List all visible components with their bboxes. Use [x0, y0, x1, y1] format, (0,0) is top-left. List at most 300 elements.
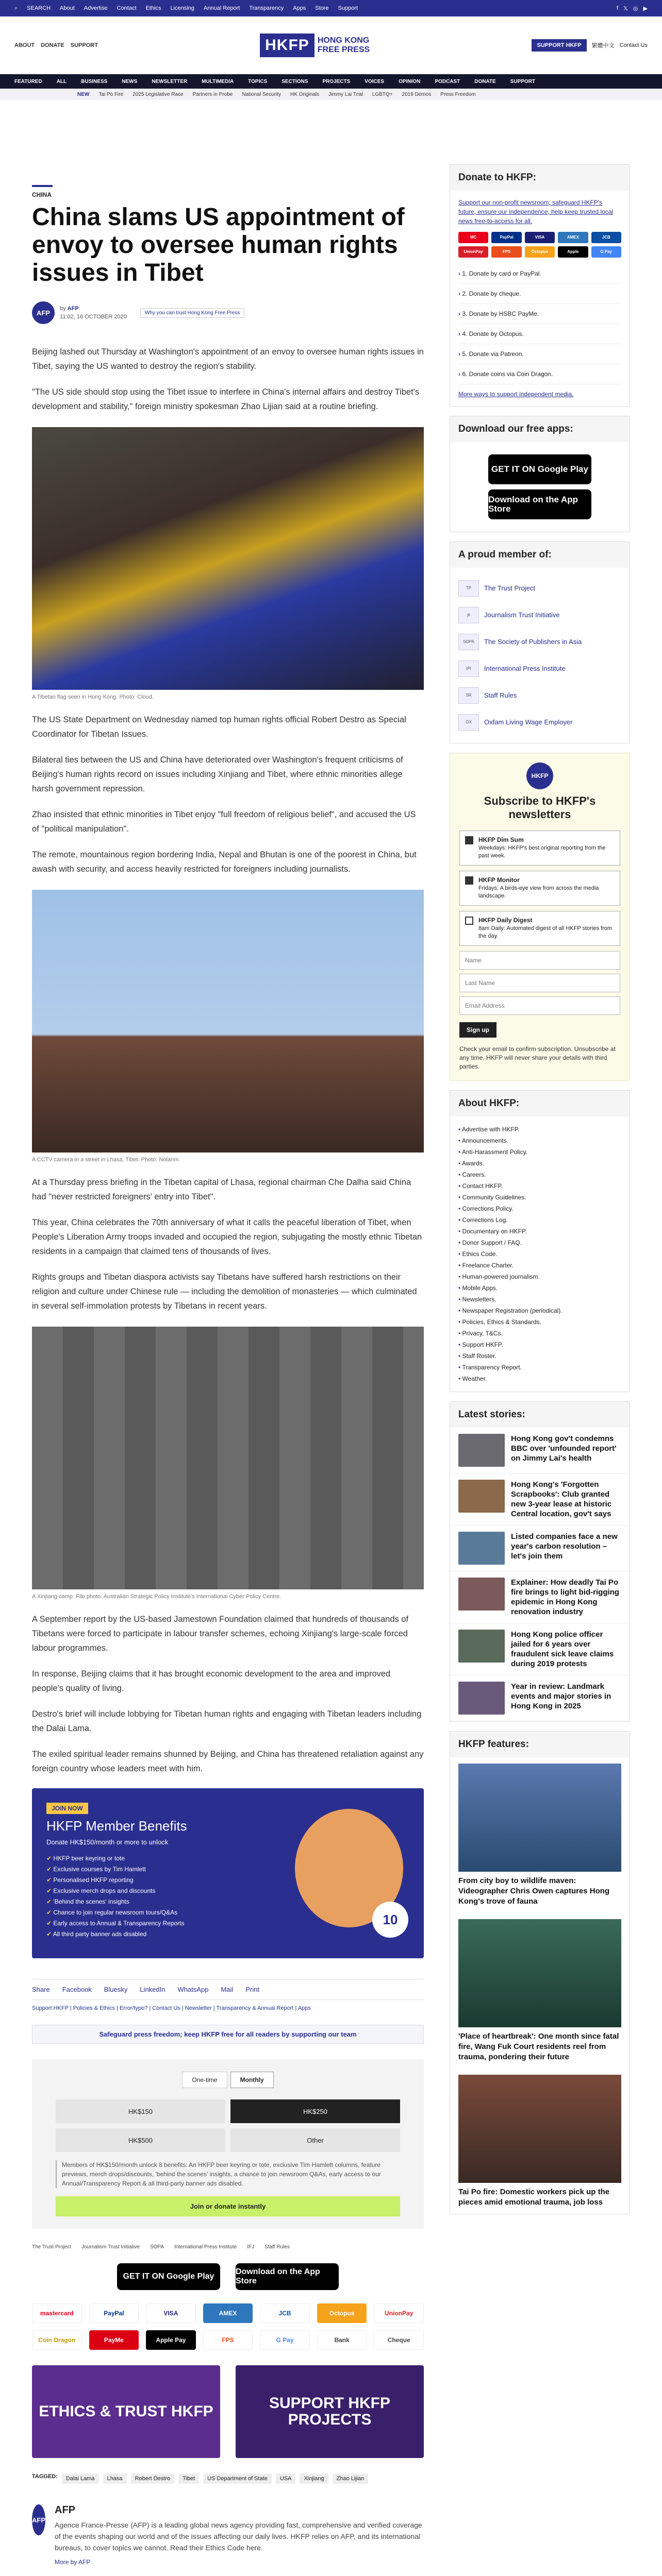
article-title: China slams US appointment of envoy to oversee human rights issues in Tibet — [32, 204, 405, 286]
by-prefix: by — [60, 306, 66, 312]
share-bar — [32, 1979, 424, 2000]
member-org[interactable] — [458, 682, 621, 709]
author-box-name[interactable]: AFP — [55, 2504, 75, 2516]
member-org[interactable] — [458, 709, 621, 736]
payment-logo[interactable]: Coin Dragon — [32, 2330, 82, 2350]
top-link-annual-report[interactable]: Annual Report — [204, 5, 240, 11]
press-freedom-banner[interactable]: Safeguard press freedom; keep HKFP free for all readers by supporting our team — [32, 2025, 424, 2044]
member-org-name: The Trust Project — [484, 584, 535, 592]
author-box-text — [55, 2504, 424, 2568]
about-link[interactable]: • Newsletters. — [458, 1294, 621, 1305]
amount-500[interactable]: HK$500 — [56, 2128, 225, 2152]
story-item[interactable] — [450, 1571, 630, 1623]
trust-link[interactable]: Why you can trust Hong Kong Free Press — [140, 308, 245, 318]
donate-amounts — [56, 2099, 400, 2152]
member-org-name: Staff Rules — [484, 691, 517, 699]
member-org[interactable] — [458, 629, 621, 655]
amount-150[interactable]: HK$150 — [56, 2099, 225, 2123]
newsletter-option[interactable] — [459, 831, 620, 866]
about-link[interactable]: • Announcements. — [458, 1135, 621, 1146]
apps-widget-title: Download our free apps: — [450, 416, 630, 442]
donate-option[interactable]: › 5. Donate via Patreon. — [458, 344, 621, 364]
tag[interactable]: Xinjiang — [300, 2473, 328, 2484]
card-logo: VISA — [525, 232, 555, 243]
benefit-list — [46, 1853, 187, 1940]
top-link-ethics[interactable]: Ethics — [145, 5, 161, 11]
header-link-donate[interactable]: DONATE — [41, 42, 64, 48]
figure-caption: A CCTV camera in a street in Lhasa, Tibet. Photo: Nolanm. — [32, 1157, 180, 1163]
logo-wordmark — [318, 36, 370, 55]
byline-meta — [60, 304, 127, 321]
payment-logo[interactable]: Apple Pay — [146, 2330, 196, 2350]
support-links-row[interactable]: Support HKFP | Policies & Ethics | Error/typo? | Contact Us | Newsletter | Transparency & Annual Report | Apps — [32, 2005, 311, 2011]
header-left-links — [14, 42, 98, 48]
trending-link[interactable]: Tai Po Fire — [98, 91, 124, 97]
payment-logo[interactable]: Octopus — [317, 2303, 367, 2323]
latest-stories-widget — [450, 1401, 630, 1722]
share-mail[interactable]: Mail — [221, 1986, 234, 1993]
nav-newsletter[interactable]: NEWSLETTER — [152, 78, 188, 84]
promo-subtitle: Donate HK$150/month or more to unlock — [46, 1838, 169, 1846]
benefit-item: ✔ Exclusive merch drops and discounts — [46, 1886, 187, 1896]
tag[interactable]: Dalai Lama — [62, 2473, 99, 2484]
member-org-name: International Press Institute — [484, 665, 566, 672]
story-item[interactable] — [450, 1623, 630, 1675]
article-figure — [32, 890, 424, 1163]
card-logo: Apple — [558, 246, 588, 258]
youtube-icon[interactable]: ▶ — [643, 5, 648, 12]
tab-monthly[interactable]: Monthly — [230, 2072, 274, 2088]
donate-option[interactable]: › 4. Donate by Octopus. — [458, 324, 621, 344]
donate-option[interactable]: › 2. Donate by cheque. — [458, 284, 621, 304]
xinjiang-camp-photo — [32, 1327, 424, 1589]
benefit-item: ✔ HKFP beer keyring or tote — [46, 1853, 187, 1864]
top-link-store[interactable]: Store — [315, 5, 329, 11]
more-ways-link[interactable]: More ways to support independent media. — [458, 391, 574, 398]
checkbox-unchecked[interactable] — [465, 917, 473, 925]
share-facebook[interactable]: Facebook — [62, 1986, 92, 1993]
article-paragraph: This year, China celebrates the 70th anniversary of what it calls the peaceful liberation of Tibet, when People's Liberation Army troops invaded and occupied the region, subjugating the mostly ethnic Tibetan residents in a campaign that claimed tens of thousands of lives. — [32, 1218, 422, 1256]
social-icons — [617, 5, 648, 12]
app-store-buttons — [32, 2263, 424, 2290]
sidebar-app-store-button[interactable]: Download on the App Store — [488, 489, 591, 519]
newsletter-title: Subscribe to HKFP's newsletters — [484, 794, 596, 821]
donate-option[interactable]: › 6. Donate coins via Coin Dragon. — [458, 364, 621, 384]
member-benefits-promo[interactable] — [32, 1788, 424, 1958]
newsletter-option-text — [478, 836, 615, 860]
trending-link[interactable]: LGBTQ+ — [372, 91, 393, 97]
member-org[interactable] — [458, 602, 621, 629]
nav-podcast[interactable]: PODCAST — [435, 78, 460, 84]
ipi-logo: IPI — [458, 660, 479, 677]
newsletter-option-text — [478, 917, 615, 940]
card-logo: JCB — [591, 232, 621, 243]
latest-stories-title: Latest stories: — [450, 1402, 630, 1428]
author-box — [32, 2504, 424, 2568]
payment-logo[interactable]: UnionPay — [374, 2303, 424, 2323]
author-name[interactable]: AFP — [67, 306, 79, 312]
article-paragraph: At a Thursday press briefing in the Tibetan capital of Lhasa, regional chairman Che Dalha said China had "never restricted foreigners' entry into Tibet". — [32, 1178, 411, 1201]
donate-note: Members of HK$150/month unlock 8 benefits: An HKFP beer keyring or tote, exclusive Tim Hamlett columns, feature previews, merch drops/discounts, 'behind the scenes' insights, a chance to join newsroom Q&As, early access to our Annual/Transparency Report & all third-party banner ads disabled. — [56, 2160, 400, 2188]
top-link-licensing[interactable]: Licensing — [170, 5, 194, 11]
story-headline[interactable]: Hong Kong gov't condemns BBC over 'unfounded report' on Jimmy Lai's health — [511, 1434, 617, 1463]
feature-image — [458, 1919, 621, 2027]
top-link-support[interactable]: Support — [338, 5, 358, 11]
about-link[interactable]: • Mobile Apps. — [458, 1282, 621, 1294]
newsletter-option-desc: Weekdays: HKFP's best original reporting from the past week. — [478, 845, 606, 859]
nav-support[interactable]: SUPPORT — [510, 78, 536, 84]
partner-logo[interactable]: The Trust Project — [32, 2244, 72, 2250]
trending-bar — [0, 89, 662, 100]
story-item[interactable] — [450, 1526, 630, 1571]
story-thumbnail — [458, 1578, 505, 1611]
nav-business[interactable]: BUSINESS — [81, 78, 108, 84]
lhasa-street-photo — [32, 890, 424, 1153]
tag[interactable]: Tibet — [178, 2473, 199, 2484]
about-link[interactable]: • Corrections Log. — [458, 1214, 621, 1226]
author-box-avatar[interactable]: AFP — [32, 2504, 45, 2535]
site-logo[interactable] — [260, 33, 370, 57]
card-logo: PayPal — [491, 232, 521, 243]
article-main — [32, 100, 424, 2576]
trust-project-logo: TP — [458, 580, 479, 597]
story-thumbnail — [458, 1682, 505, 1715]
figure-caption: A Tibetan flag seen in Hong Kong. Photo: Cloud. — [32, 694, 154, 700]
sopa-logo: SOPA — [458, 634, 479, 650]
article-paragraph: "The US side should stop using the Tibet issue to interfere in China's internal affairs and destroy Tibet's development and stability," foreign ministry spokesman Zhao Lijian said at a routine briefing. — [32, 387, 420, 411]
nav-topics[interactable]: TOPICS — [248, 78, 268, 84]
payment-logo[interactable]: Cheque — [374, 2330, 424, 2350]
feature-headline[interactable]: 'Place of heartbreak': One month since fatal fire, Wang Fuk Court residents reel from trauma, pondering their future — [458, 2032, 619, 2061]
about-link[interactable]: • Community Guidelines. — [458, 1192, 621, 1203]
about-list — [450, 1116, 630, 1392]
ethics-banner[interactable]: ETHICS & TRUST HKFP — [32, 2365, 220, 2458]
member-org-name: Oxfam Living Wage Employer — [484, 718, 573, 726]
sidebar-google-play-button[interactable]: GET IT ON Google Play — [488, 454, 591, 484]
about-link[interactable]: • Newspaper Registration (periodical). — [458, 1305, 621, 1316]
newsletter-option-desc: Fridays: A birds-eye view from across the media landscape. — [478, 885, 599, 899]
author-avatar[interactable]: AFP — [32, 301, 55, 324]
newsletter-option-desc: 8am Daily: Automated digest of all HKFP stories from the day. — [478, 925, 613, 939]
share-linkedin[interactable]: LinkedIn — [140, 1986, 166, 1993]
nav-all[interactable]: ALL — [56, 78, 67, 84]
about-link[interactable]: • Weather. — [458, 1373, 621, 1384]
card-logo: MC — [458, 232, 488, 243]
newsletter-option-name: HKFP Monitor — [478, 876, 520, 884]
checkbox-checked[interactable] — [465, 836, 473, 844]
new-label: NEW — [77, 91, 90, 97]
header-right — [532, 39, 648, 52]
about-link[interactable]: • Ethics Code. — [458, 1248, 621, 1260]
nav-news[interactable]: NEWS — [122, 78, 138, 84]
promo-content — [46, 1803, 187, 1944]
feature-image — [458, 2075, 621, 2183]
about-link[interactable]: • Donor Support / FAQ. — [458, 1237, 621, 1248]
about-link[interactable]: • Careers. — [458, 1169, 621, 1180]
benefit-item: ✔ 'Behind the scenes' insights — [46, 1896, 187, 1907]
article-paragraph: Rights groups and Tibetan diaspora activists say Tibetans have suffered harsh restrictions on their religion and culture under Chinese rule — including the demolition of monasteries — which culminated in several self-immolation protests by Tibetans in recent years. — [32, 1273, 417, 1311]
about-link[interactable]: • Awards. — [458, 1158, 621, 1169]
page-body — [0, 100, 662, 2576]
card-logo: Octopus — [525, 246, 555, 258]
header-link-about[interactable]: ABOUT — [14, 42, 35, 48]
story-thumbnail — [458, 1630, 505, 1663]
article-paragraph: The exiled spiritual leader remains shunned by Beijing, and China has threatened retaliation against any foreign country whose leaders meet with him. — [32, 1750, 424, 1773]
donate-frequency-tabs — [56, 2072, 400, 2088]
about-link[interactable]: • Transparency Report. — [458, 1362, 621, 1373]
join-donate-button[interactable]: Join or donate instantly — [56, 2196, 400, 2216]
nav-sections[interactable]: SECTIONS — [282, 78, 308, 84]
checkbox-checked[interactable] — [465, 876, 473, 885]
payment-logo[interactable]: PayPal — [89, 2303, 139, 2323]
share-print[interactable]: Print — [245, 1986, 260, 1993]
benefit-item: ✔ Early access to Annual & Transparency Reports — [46, 1918, 187, 1929]
story-headline[interactable]: Listed companies face a new year's carbon resolution – let's join them — [511, 1532, 618, 1561]
logo-mark: HKFP — [260, 33, 315, 57]
donate-option[interactable]: › 3. Donate by HSBC PayMe. — [458, 304, 621, 324]
contact-link[interactable]: Contact Us — [619, 42, 648, 48]
about-link[interactable]: • Contact HKFP. — [458, 1180, 621, 1192]
donate-widget-text[interactable]: Support our non-profit newsroom; safeguard HKFP's future, ensure our independence, help keep trusted local news free-to-access for all. — [458, 199, 614, 225]
features-title: HKFP features: — [450, 1732, 630, 1757]
about-link[interactable]: • Privacy, T&Cs. — [458, 1328, 621, 1339]
feature-item[interactable] — [450, 1913, 630, 2069]
author-bio: Agence France-Presse (AFP) is a leading global news agency providing fast, comprehensive and verified coverage of the events shaping our world and of the issues affecting our daily lives. HKFP relies on AFP, and its international bureaus, to cover topics we cannot. Read their Ethics Code here. — [55, 2521, 422, 2552]
about-link[interactable]: • Support HKFP. — [458, 1339, 621, 1350]
tag[interactable]: Zhao Lijian — [333, 2473, 369, 2484]
nav-voices[interactable]: VOICES — [365, 78, 385, 84]
story-headline[interactable]: Hong Kong's 'Forgotten Scrapbooks': Club granted new 3-year lease at historic Central location, gov't says — [511, 1480, 612, 1518]
tag[interactable]: Lhasa — [103, 2473, 127, 2484]
donate-widget-title: Donate to HKFP: — [450, 165, 630, 191]
tibetan-flag-photo — [32, 427, 424, 690]
category-rule — [32, 185, 53, 187]
about-link[interactable]: • Policies, Ethics & Standards. — [458, 1316, 621, 1328]
jti-logo: jti — [458, 607, 479, 623]
benefit-item: ✔ All third party banner ads disabled — [46, 1929, 187, 1940]
article-paragraph: Destro's brief will include lobbying for Tibetan human rights and engaging with Tibetan leaders including the Dalai Lama. — [32, 1709, 422, 1733]
article-date: 11:02, 16 OCTOBER 2020 — [60, 314, 127, 320]
nav-multimedia[interactable]: MULTIMEDIA — [202, 78, 234, 84]
benefit-item: ✔ Exclusive courses by Tim Hamlett — [46, 1864, 187, 1875]
feature-item[interactable] — [450, 1757, 630, 1913]
partner-logo[interactable]: SOPA — [150, 2244, 164, 2250]
name-input[interactable] — [459, 951, 620, 970]
nav-featured[interactable]: FEATURED — [14, 78, 42, 84]
story-thumbnail — [458, 1532, 505, 1565]
google-play-button[interactable]: GET IT ON Google Play — [117, 2263, 220, 2290]
logo-line-1: HONG KONG — [317, 36, 370, 45]
apps-widget — [450, 416, 630, 532]
sign-up-button[interactable]: Sign up — [459, 1022, 496, 1038]
top-link-about[interactable]: About — [60, 5, 75, 11]
donate-widget — [450, 164, 630, 406]
payment-logo[interactable]: VISA — [146, 2303, 196, 2323]
trending-link[interactable]: 2019 Demos — [402, 91, 432, 97]
story-headline[interactable]: Explainer: How deadly Tai Po fire brings to light bid-rigging epidemic in Hong Kong renovation industry — [511, 1578, 619, 1616]
more-by-author-link[interactable]: More by AFP — [55, 2558, 91, 2566]
about-link[interactable]: • Freelance Charter. — [458, 1260, 621, 1271]
byline — [32, 301, 424, 324]
top-link-advertise[interactable]: Advertise — [84, 5, 108, 11]
trending-link[interactable]: 2025 Legislative Race — [133, 91, 184, 97]
article-paragraph: Zhao insisted that ethnic minorities in Tibet enjoy "full freedom of religious belief", and accused the US of "political manipulation". — [32, 810, 416, 834]
card-logo: G Pay — [591, 246, 621, 258]
about-link[interactable]: • Human-powered journalism. — [458, 1271, 621, 1282]
site-header — [0, 16, 662, 74]
member-org[interactable] — [458, 655, 621, 682]
figure-caption: A Xinjiang camp. File photo: Australian Strategic Policy Institute's International Cyber Policy Centre. — [32, 1594, 282, 1600]
logo-line-2: FREE PRESS — [317, 45, 370, 54]
share-label: Share — [32, 1986, 50, 1993]
members-widget-title: A proud member of: — [450, 542, 630, 568]
staff-rules-logo: SR — [458, 687, 479, 704]
story-thumbnail — [458, 1480, 505, 1513]
support-projects-banner[interactable]: SUPPORT HKFP PROJECTS — [236, 2365, 424, 2458]
about-link[interactable]: • Advertise with HKFP. — [458, 1124, 621, 1135]
benefit-item: ✔ Personalised HKFP reporting — [46, 1875, 187, 1886]
members-widget-body — [450, 568, 630, 743]
payment-logo[interactable]: JCB — [260, 2303, 310, 2323]
partner-logo[interactable]: Staff Rules — [264, 2244, 290, 2250]
oxfam-logo: OX — [458, 714, 479, 731]
x-icon[interactable]: 𝕏 — [623, 5, 628, 12]
email-input[interactable] — [459, 996, 620, 1015]
instagram-icon[interactable]: ◎ — [633, 5, 638, 12]
story-headline[interactable]: Hong Kong police officer jailed for 6 years over fraudulent sick leave claims during 2019 protests — [511, 1630, 614, 1668]
article-category[interactable]: CHINA — [32, 191, 52, 198]
story-item[interactable] — [450, 1428, 630, 1473]
about-link[interactable]: • Documentary on HKFP. — [458, 1226, 621, 1237]
members-widget — [450, 541, 630, 743]
promo-banners — [32, 2365, 424, 2458]
about-link[interactable]: • Staff Roster. — [458, 1350, 621, 1362]
main-nav — [0, 74, 662, 89]
article-figure — [32, 1327, 424, 1600]
trending-link[interactable]: Press Freedom — [440, 91, 476, 97]
partner-logos — [32, 2244, 424, 2250]
article-paragraph: A September report by the US-based Jamestown Foundation claimed that hundreds of thousands of Tibetans were forced to participate in labour transfer schemes, echoing Xinjiang's large-scale forced labour programmes. — [32, 1615, 409, 1653]
newsletter-option[interactable] — [459, 871, 620, 906]
search-icon[interactable]: ⌕ — [14, 5, 18, 11]
nav-projects[interactable]: PROJECTS — [322, 78, 351, 84]
trending-link[interactable]: Partners in Probe — [192, 91, 233, 97]
top-links — [14, 5, 358, 12]
apps-widget-body — [450, 442, 630, 532]
tab-one-time[interactable]: One-time — [182, 2072, 227, 2088]
sidebar — [450, 164, 630, 2576]
story-item[interactable] — [450, 1473, 630, 1526]
article-paragraph: Beijing lashed out Thursday at Washington's appointment of an envoy to oversee human rights issues in Tibet, saying the US wanted to destroy the region's stability. — [32, 347, 424, 371]
header-link-support[interactable]: SUPPORT — [70, 42, 98, 48]
about-widget — [450, 1090, 630, 1392]
trending-link[interactable]: National Security — [242, 91, 281, 97]
feature-headline[interactable]: From city boy to wildlife maven: Videographer Chris Owen captures Hong Kong's trove of fauna — [458, 1876, 610, 1906]
member-org[interactable] — [458, 575, 621, 602]
share-whatsapp[interactable]: WhatsApp — [177, 1986, 209, 1993]
donate-panel — [32, 2059, 424, 2229]
benefit-item: ✔ Chance to join regular newsroom tours/Q&As — [46, 1907, 187, 1918]
payment-logo[interactable]: G Pay — [260, 2330, 310, 2350]
feature-headline[interactable]: Tai Po fire: Domestic workers pick up the pieces amid emotional trauma, job loss — [458, 2188, 610, 2207]
partner-logo[interactable]: International Press Institute — [174, 2244, 237, 2250]
top-link-transparency[interactable]: Transparency — [249, 5, 284, 11]
story-thumbnail — [458, 1434, 505, 1467]
member-org-name: Journalism Trust Initiative — [484, 611, 560, 619]
payment-logo[interactable]: Bank — [317, 2330, 367, 2350]
language-link[interactable]: 繁體中文 — [591, 43, 615, 49]
nav-opinion[interactable]: OPINION — [399, 78, 421, 84]
tag[interactable]: USA — [276, 2473, 296, 2484]
newsletter-option-name: HKFP Dim Sum — [478, 836, 524, 843]
partner-logo[interactable]: Journalism Trust Initiative — [81, 2244, 140, 2250]
features-widget — [450, 1731, 630, 2214]
amount-250[interactable]: HK$250 — [230, 2099, 400, 2123]
promo-title: HKFP Member Benefits — [46, 1818, 187, 1834]
about-link[interactable]: • Anti-Harassment Policy. — [458, 1146, 621, 1158]
nav-donate[interactable]: DONATE — [474, 78, 496, 84]
about-link[interactable]: • Corrections Policy. — [458, 1203, 621, 1214]
tags-label: TAGGED: — [32, 2473, 58, 2480]
payment-logo[interactable]: PayMe — [89, 2330, 139, 2350]
donate-widget-body — [450, 191, 630, 406]
trending-link[interactable]: HK Originals — [290, 91, 320, 97]
app-store-button[interactable]: Download on the App Store — [236, 2263, 339, 2290]
tag[interactable]: US Department of State — [203, 2473, 272, 2484]
member-org-name: The Society of Publishers in Asia — [484, 638, 582, 646]
newsletter-option-text — [478, 876, 615, 900]
card-logo: UnionPay — [458, 246, 488, 258]
donate-option[interactable]: › 1. Donate by card or PayPal. — [458, 264, 621, 284]
tag[interactable]: Robert Destro — [131, 2473, 174, 2484]
payment-logo[interactable]: FPS — [203, 2330, 253, 2350]
payment-logo[interactable]: AMEX — [203, 2303, 253, 2323]
payment-methods — [32, 2303, 424, 2350]
article-figure — [32, 427, 424, 700]
payment-logo[interactable]: mastercard — [32, 2303, 82, 2323]
story-item[interactable] — [450, 1675, 630, 1721]
amount-other[interactable]: Other — [230, 2128, 400, 2152]
article-paragraph: Bilateral ties between the US and China have deteriorated over Washington's frequent criticisms of Beijing's human rights record on issues including Xinjiang and Tibet, where ethnic minorities allege harsh government repression. — [32, 755, 403, 793]
article-paragraph: The US State Department on Wednesday named top human rights official Robert Destro as Special Coordinator for Tibetan Issues. — [32, 715, 406, 739]
facebook-icon[interactable]: f — [616, 5, 619, 11]
newsletter-option-name: HKFP Daily Digest — [478, 917, 533, 924]
feature-item[interactable] — [450, 2069, 630, 2214]
article-paragraph: The remote, mountainous region bordering India, Nepal and Bhutan is one of the poorest in China, but awash with security, and access heavily restricted for foreigners including journalists. — [32, 850, 417, 874]
card-logo: FPS — [491, 246, 521, 258]
story-headline[interactable]: Year in review: Landmark events and major stories in Hong Kong in 2025 — [511, 1682, 611, 1710]
top-link-apps[interactable]: Apps — [293, 5, 306, 11]
newsletter-option[interactable] — [459, 911, 620, 946]
join-now-badge[interactable]: JOIN NOW — [46, 1803, 88, 1814]
newsletter-badge: HKFP — [526, 762, 553, 789]
anniversary-badge: 10 — [372, 1902, 408, 1938]
top-utility-bar — [0, 0, 662, 16]
trending-link[interactable]: Jimmy Lai Trial — [328, 91, 363, 97]
top-link-search[interactable]: SEARCH — [27, 5, 51, 11]
newsletter-disclaimer: Check your email to confirm subscription. Unsubscribe at any time. HKFP will never share your details with third parties. — [459, 1045, 616, 1070]
last-name-input[interactable] — [459, 974, 620, 992]
support-hkfp-button[interactable]: SUPPORT HKFP — [532, 39, 586, 52]
share-bluesky[interactable]: Bluesky — [104, 1986, 128, 1993]
article-tags — [32, 2473, 424, 2484]
about-widget-title: About HKFP: — [450, 1091, 630, 1116]
newsletter-widget — [450, 753, 630, 1081]
top-link-contact[interactable]: Contact — [117, 5, 137, 11]
partner-logo[interactable]: IFJ — [247, 2244, 255, 2250]
card-logo: AMEX — [558, 232, 588, 243]
article-paragraph: In response, Beijing claims that it has brought economic development to the area and improved people's quality of living. — [32, 1669, 391, 1693]
